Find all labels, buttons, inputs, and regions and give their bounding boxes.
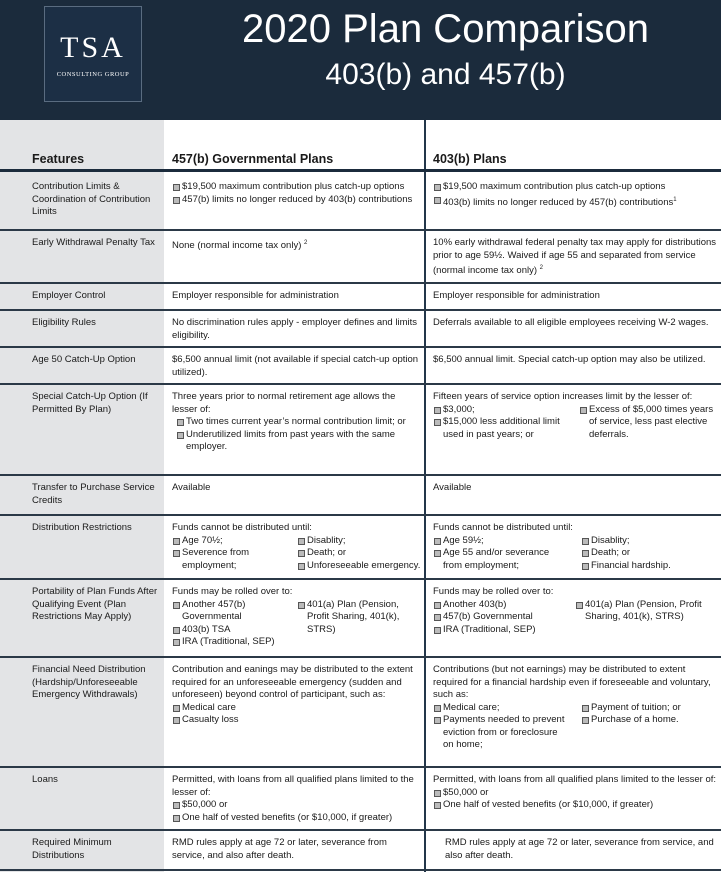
- list-item: Age 70½;: [172, 535, 297, 548]
- cell-403b: Deferrals available to all eligible employees receiving W-2 wages.: [433, 317, 709, 328]
- feature-label: Age 50 Catch-Up Option: [32, 354, 136, 365]
- list-item: 403(b) TSA: [172, 624, 297, 637]
- tsa-logo: [44, 6, 142, 102]
- list-item: Payments needed to prevent eviction from or foreclosure on home;: [433, 714, 569, 752]
- list-item: Severence from employment;: [172, 547, 297, 572]
- cell-457b: No discrimination rules apply - employer defines and limits eligibility.: [172, 317, 417, 341]
- cell-457b: Employer responsible for administration: [172, 290, 339, 301]
- cell-457b: RMD rules apply at age 72 or later, severance from service, and also after death.: [172, 837, 387, 861]
- feature-label: Transfer to Purchase Service Credits: [32, 482, 155, 506]
- logo-subtitle: CONSULTING GROUP: [56, 71, 130, 78]
- cell-403b: [433, 237, 717, 278]
- list-item: Medical care;: [433, 702, 569, 715]
- item-text: 403(b) limits no longer reduced by 457(b) contributions: [443, 196, 674, 208]
- cell-403b: [433, 181, 717, 209]
- list-item: Disablity;: [581, 535, 717, 548]
- row-financial-need: [0, 658, 721, 768]
- list-item: Excess of $5,000 times years of service, less past elective deferrals.: [579, 404, 717, 442]
- list-item: Death; or: [297, 547, 422, 560]
- feature-label: Required Minimum Distributions: [32, 837, 112, 861]
- cell-403b: Employer responsible for administration: [433, 290, 600, 301]
- list-item: Age 55 and/or severance from employment;: [433, 547, 569, 572]
- list-item: Death; or: [581, 547, 717, 560]
- list-item: $50,000 or: [433, 787, 717, 800]
- list-item: Another 403(b): [433, 599, 575, 612]
- list-item: Age 59½;: [433, 535, 569, 548]
- cell-457b: [172, 237, 422, 253]
- cell-403b: $6,500 annual limit. Special catch-up option may also be utilized.: [433, 354, 706, 365]
- row-special-catchup: [0, 385, 721, 476]
- list-item: 401(a) Plan (Pension, Profit Sharing, 401(k), STRS): [575, 599, 717, 624]
- feature-label: Portability of Plan Funds After Qualifying Event (Plan Restrictions May Apply): [32, 586, 158, 622]
- page-subtitle: 403(b) and 457(b): [325, 58, 566, 91]
- footnote-mark: 1: [673, 196, 677, 203]
- row-eligibility: [0, 311, 721, 348]
- row-age50-catchup: [0, 348, 721, 385]
- cell-403b: Available: [433, 482, 472, 493]
- list-item: IRA (Traditional, SEP): [172, 636, 297, 649]
- row-loans: [0, 768, 721, 831]
- list-item: Financial hardship.: [581, 560, 717, 573]
- list-item: One half of vested benefits (or $10,000, if greater): [433, 799, 717, 812]
- list-item: Unforeseeable emergency.: [297, 560, 422, 573]
- cell-403b: [433, 664, 717, 752]
- cell-intro: Three years prior to normal retirement age allows the lesser of:: [172, 391, 396, 415]
- cell-intro: Contributions (but not earnings) may be distributed to extent required for a financial hardship even if foreseeable and voluntary, such as:: [433, 664, 711, 700]
- feature-label: Loans: [32, 774, 58, 785]
- feature-label: Distribution Restrictions: [32, 522, 132, 533]
- list-item: Underutilized limits from past years with the same employer.: [176, 429, 422, 454]
- cell-intro: Permitted, with loans from all qualified plans limited to the lesser of:: [433, 774, 717, 785]
- row-distribution-restrictions: [0, 516, 721, 580]
- list-item: $19,500 maximum contribution plus catch-up options: [172, 181, 422, 194]
- page-title: 2020 Plan Comparison: [242, 7, 649, 51]
- row-employer-control: [0, 284, 721, 311]
- cell-intro: Funds cannot be distributed until:: [172, 522, 312, 533]
- list-item: 457(b) limits no longer reduced by 403(b) contributions: [172, 194, 422, 207]
- cell-text: None (normal income tax only): [172, 240, 302, 252]
- list-item: [433, 194, 717, 210]
- cell-403b: RMD rules apply at age 72 or later, severance from service, and also after death.: [445, 837, 714, 861]
- feature-label: Eligibility Rules: [32, 317, 96, 328]
- row-required-minimum-distributions: [0, 831, 721, 871]
- header-banner: [0, 0, 721, 120]
- list-item: Another 457(b) Governmental: [172, 599, 297, 624]
- cell-457b: [172, 664, 422, 727]
- cell-457b: Available: [172, 482, 211, 493]
- feature-label: Financial Need Distribution (Hardship/Unforeseeable Emergency Withdrawals): [32, 664, 146, 700]
- feature-label: Special Catch-Up Option (If Permitted By Plan): [32, 391, 148, 415]
- list-item: Payment of tuition; or: [581, 702, 717, 715]
- header-457b: 457(b) Governmental Plans: [172, 152, 334, 166]
- list-item: $3,000;: [433, 404, 571, 417]
- cell-457b: [172, 522, 422, 572]
- list-item: Disablity;: [297, 535, 422, 548]
- table-header: [0, 150, 721, 172]
- cell-403b: [433, 586, 717, 636]
- cell-403b: [433, 522, 717, 572]
- list-item: Purchase of a home.: [581, 714, 717, 727]
- list-item: 401(a) Plan (Pension, Profit Sharing, 401(k), STRS): [297, 599, 422, 637]
- list-item: Casualty loss: [172, 714, 422, 727]
- cell-intro: Fifteen years of service option increases limit by the lesser of:: [433, 391, 693, 402]
- row-transfer-service-credits: [0, 476, 721, 516]
- list-item: Two times current year’s normal contribution limit; or: [176, 416, 422, 429]
- list-item: $15,000 less additional limit used in past years; or: [433, 416, 571, 441]
- list-item: IRA (Traditional, SEP): [433, 624, 575, 637]
- feature-label: Employer Control: [32, 290, 106, 301]
- footnote-mark: 2: [304, 240, 308, 246]
- cell-intro: Funds may be rolled over to:: [172, 586, 293, 597]
- cell-403b: [433, 774, 717, 812]
- header-403b: 403(b) Plans: [433, 152, 507, 166]
- cell-intro: Contribution and eanings may be distributed to the extent required for an unforeseeable emergency (sudden and unforeseen) beyond control of participant, such as:: [172, 664, 413, 700]
- list-item: Medical care: [172, 702, 422, 715]
- row-contribution-limits: [0, 175, 721, 231]
- cell-457b: [172, 586, 422, 649]
- list-item: $50,000 or: [172, 799, 422, 812]
- cell-403b: [433, 391, 717, 441]
- list-item: One half of vested benefits (or $10,000, if greater): [172, 812, 422, 825]
- logo-mark: TSA: [60, 31, 126, 64]
- cell-intro: Funds cannot be distributed until:: [433, 522, 573, 533]
- cell-intro: Funds may be rolled over to:: [433, 586, 554, 597]
- cell-text: 10% early withdrawal federal penalty tax may apply for distributions prior to age 59½. Waived if age 55 and separated from service (normal income tax only): [433, 237, 717, 277]
- cell-457b: $6,500 annual limit (not available if special catch-up option utilized).: [172, 354, 419, 378]
- row-early-withdrawal: [0, 231, 721, 284]
- cell-intro: Permitted, with loans from all qualified plans limited to the lesser of:: [172, 774, 414, 798]
- cell-457b: [172, 774, 422, 824]
- list-item: 457(b) Governmental: [433, 611, 575, 624]
- feature-label: Early Withdrawal Penalty Tax: [32, 237, 155, 248]
- cell-457b: [172, 391, 422, 454]
- list-item: $19,500 maximum contribution plus catch-up options: [433, 181, 717, 194]
- feature-label: Contribution Limits & Coordination of Contribution Limits: [32, 181, 151, 217]
- header-features: Features: [32, 152, 85, 166]
- row-portability: [0, 580, 721, 658]
- cell-457b: [172, 181, 422, 206]
- footnote-mark: 2: [539, 265, 543, 271]
